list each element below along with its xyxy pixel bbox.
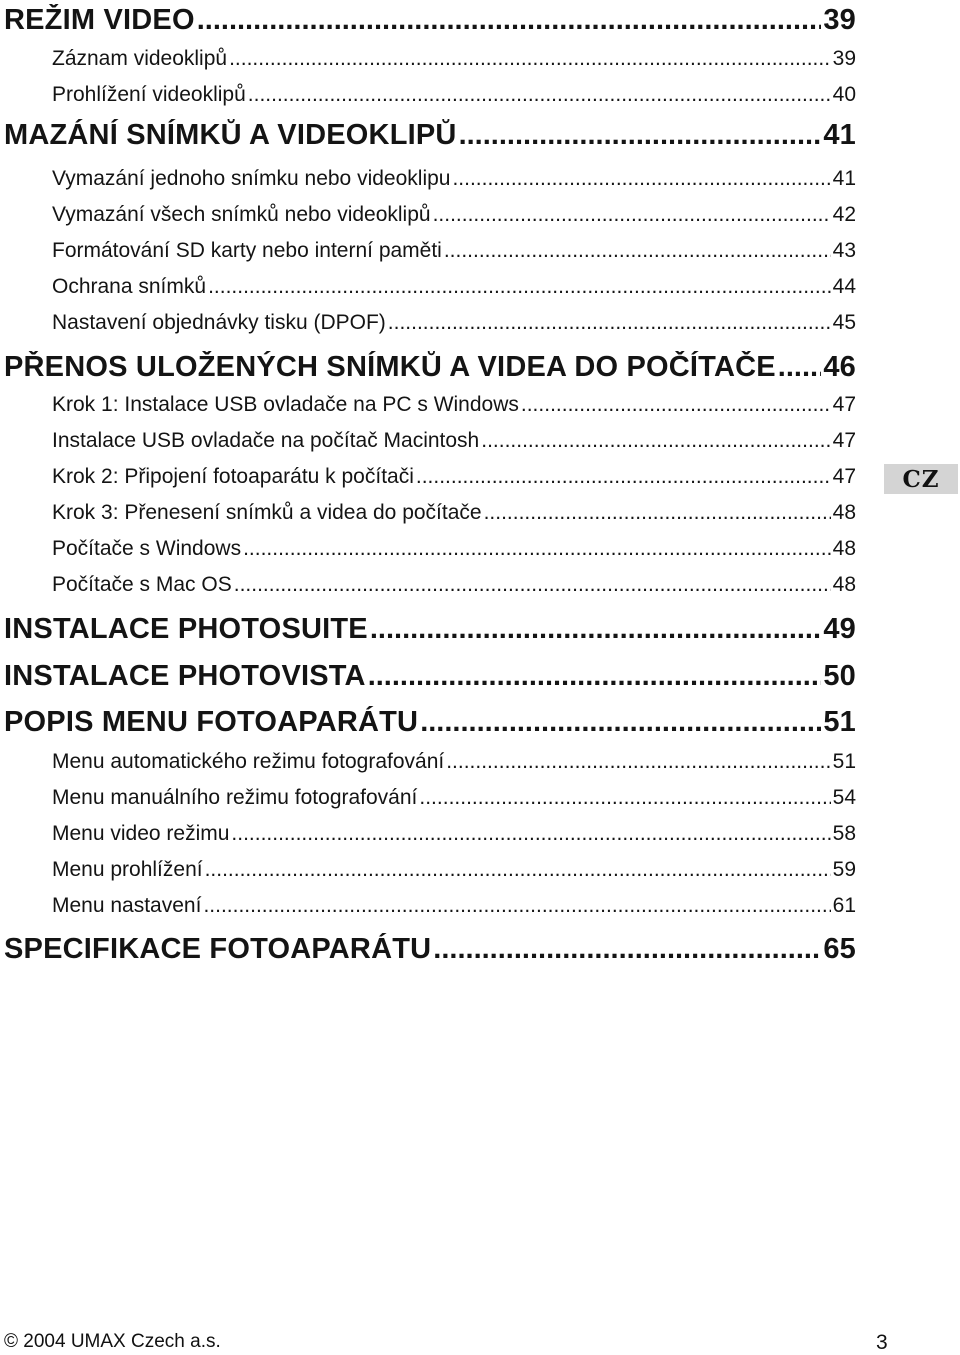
footer-copyright: © 2004 UMAX Czech a.s. <box>4 1331 221 1352</box>
dot-leader <box>368 660 822 693</box>
dot-leader <box>388 311 831 335</box>
toc-page-number: 48 <box>832 573 856 596</box>
toc-entry[interactable] <box>52 894 856 918</box>
dot-leader <box>481 429 830 453</box>
toc-page-number: 47 <box>832 393 856 416</box>
toc-title: Krok 3: Přenesení snímků a videa do počítače <box>52 501 482 524</box>
toc-page-number: 58 <box>832 822 856 845</box>
toc-page-number: 49 <box>823 613 856 645</box>
toc-page-number: 44 <box>832 275 856 298</box>
toc-title: Vymazání všech snímků nebo videoklipů <box>52 203 431 226</box>
toc-page-number: 51 <box>823 706 856 738</box>
toc-title: Počítače s Windows <box>52 537 242 560</box>
toc-section[interactable] <box>4 660 856 693</box>
dot-leader <box>243 537 831 561</box>
toc-entry[interactable] <box>52 203 856 227</box>
toc-title: Počítače s Mac OS <box>52 573 232 596</box>
toc-entry[interactable] <box>52 83 856 107</box>
language-badge: CZ <box>884 464 958 494</box>
toc-section[interactable] <box>4 706 856 739</box>
toc-title: Nastavení objednávky tisku (DPOF) <box>52 311 386 334</box>
dot-leader <box>433 933 821 966</box>
dot-leader <box>420 706 821 739</box>
toc-page-number: 39 <box>832 47 856 70</box>
dot-leader <box>197 4 822 37</box>
toc-page-number: 50 <box>823 660 856 692</box>
toc-section[interactable] <box>4 119 856 152</box>
toc-title: Záznam videoklipů <box>52 47 228 70</box>
dot-leader <box>203 894 830 918</box>
dot-leader <box>444 239 831 263</box>
dot-leader <box>370 613 821 646</box>
toc-entry[interactable] <box>52 573 856 597</box>
dot-leader <box>484 501 831 525</box>
dot-leader <box>433 203 831 227</box>
toc-page-number: 61 <box>832 894 856 917</box>
toc-page-number: 48 <box>832 537 856 560</box>
dot-leader <box>419 786 830 810</box>
toc-title: Krok 1: Instalace USB ovladače na PC s Windows <box>52 393 519 416</box>
toc-title: Formátování SD karty nebo interní paměti <box>52 239 442 262</box>
toc-title: POPIS MENU FOTOAPARÁTU <box>4 706 419 738</box>
toc-page-number: 47 <box>832 429 856 452</box>
toc-title: PŘENOS ULOŽENÝCH SNÍMKŮ A VIDEA DO POČÍTAČE <box>4 351 776 383</box>
toc-title: Instalace USB ovladače na počítač Macintosh <box>52 429 480 452</box>
toc-page-number: 41 <box>823 119 856 151</box>
toc-title: INSTALACE PHOTOSUITE <box>4 613 368 645</box>
dot-leader <box>521 393 831 417</box>
dot-leader <box>231 822 830 846</box>
toc-page-number: 40 <box>832 83 856 106</box>
dot-leader <box>248 83 831 107</box>
toc-title: Ochrana snímků <box>52 275 207 298</box>
toc-page-number: 46 <box>823 351 856 383</box>
toc-page-number: 47 <box>832 465 856 488</box>
toc-entry[interactable] <box>52 275 856 299</box>
toc-title: SPECIFIKACE FOTOAPARÁTU <box>4 933 432 965</box>
toc-page-number: 59 <box>832 858 856 881</box>
dot-leader <box>208 275 831 299</box>
toc-section[interactable] <box>4 351 856 384</box>
toc-section[interactable] <box>4 4 856 37</box>
toc-title: REŽIM VIDEO <box>4 4 195 36</box>
toc-page-number: 39 <box>823 4 856 36</box>
toc-title: Menu automatického režimu fotografování <box>52 750 445 773</box>
toc-title: Vymazání jednoho snímku nebo videoklipu <box>52 167 451 190</box>
toc-section[interactable] <box>4 933 856 966</box>
toc-section[interactable] <box>4 613 856 646</box>
toc-entry[interactable] <box>52 311 856 335</box>
toc-title: MAZÁNÍ SNÍMKŮ A VIDEOKLIPŮ <box>4 119 457 151</box>
dot-leader <box>778 351 822 384</box>
dot-leader <box>459 119 822 152</box>
toc-entry[interactable] <box>52 786 856 810</box>
toc-page-number: 65 <box>823 933 856 965</box>
toc-title: Menu nastavení <box>52 894 202 917</box>
toc-entry[interactable] <box>52 537 856 561</box>
toc-title: Menu video režimu <box>52 822 230 845</box>
toc-page-number: 45 <box>832 311 856 334</box>
toc-entry[interactable] <box>52 465 856 489</box>
toc-page-number: 41 <box>832 167 856 190</box>
toc-entry[interactable] <box>52 858 856 882</box>
toc-entry[interactable] <box>52 822 856 846</box>
toc-entry[interactable] <box>52 750 856 774</box>
toc-entry[interactable] <box>52 167 856 191</box>
toc-entry[interactable] <box>52 501 856 525</box>
dot-leader <box>416 465 831 489</box>
toc-entry[interactable] <box>52 47 856 71</box>
toc-page-number: 48 <box>832 501 856 524</box>
toc-title: Krok 2: Připojení fotoaparátu k počítači <box>52 465 414 488</box>
toc-entry[interactable] <box>52 239 856 263</box>
dot-leader <box>205 858 831 882</box>
toc-title: INSTALACE PHOTOVISTA <box>4 660 366 692</box>
toc-entry[interactable] <box>52 429 856 453</box>
toc-page-number: 51 <box>832 750 856 773</box>
toc-page-number: 43 <box>832 239 856 262</box>
toc-page-number: 54 <box>832 786 856 809</box>
dot-leader <box>229 47 831 71</box>
toc-page-number: 42 <box>832 203 856 226</box>
dot-leader <box>452 167 830 191</box>
toc-title: Prohlížení videoklipů <box>52 83 246 106</box>
footer-page-number: 3 <box>876 1331 888 1354</box>
toc-entry[interactable] <box>52 393 856 417</box>
dot-leader <box>234 573 831 597</box>
toc-title: Menu manuálního režimu fotografování <box>52 786 418 809</box>
dot-leader <box>446 750 830 774</box>
toc-title: Menu prohlížení <box>52 858 203 881</box>
